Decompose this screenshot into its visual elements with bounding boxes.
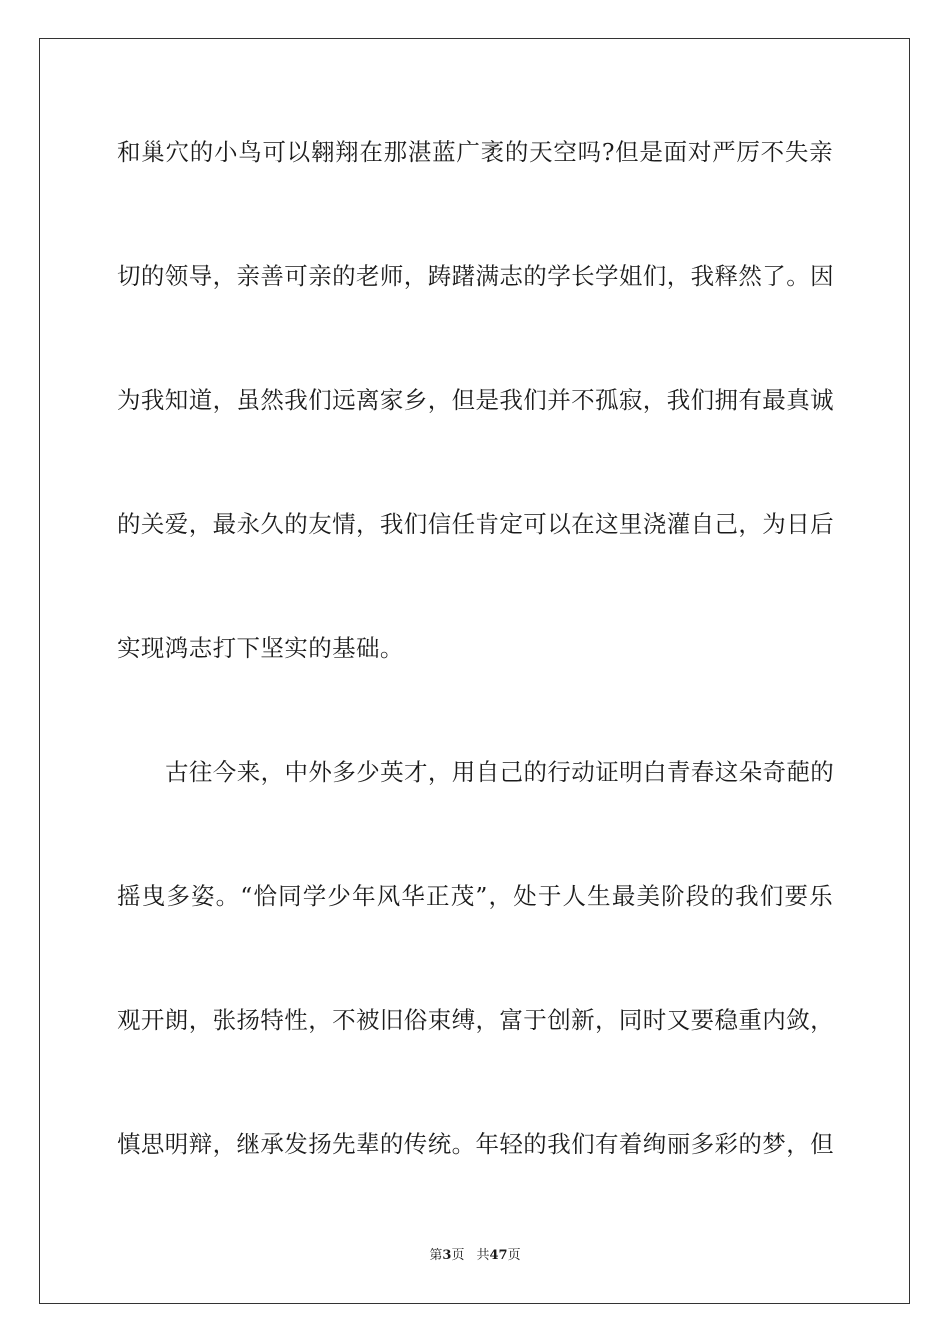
body-text-line: 的关爱，最永久的友情，我们信任肯定可以在这里浇灌自己，为日后	[117, 510, 834, 538]
paragraph-first-line: 古往今来，中外多少英才，用自己的行动证明白青春这朵奇葩的	[165, 758, 835, 786]
page-suffix: 页	[451, 1248, 465, 1263]
page-prefix: 第	[429, 1248, 443, 1263]
page-footer	[0, 1247, 950, 1265]
total-suffix: 页	[507, 1248, 521, 1263]
total-pages-number: 47	[489, 1248, 508, 1263]
body-text-line: 慎思明辩，继承发扬先辈的传统。年轻的我们有着绚丽多彩的梦，但	[117, 1130, 834, 1158]
total-prefix: 共	[476, 1248, 490, 1263]
body-text-line: 切的领导，亲善可亲的老师，踌躇满志的学长学姐们，我释然了。因	[117, 262, 834, 290]
body-text-line: 观开朗，张扬特性，不被旧俗束缚，富于创新，同时又要稳重内敛，	[117, 1006, 834, 1034]
page-border	[39, 38, 910, 1304]
body-text-line: 摇曳多姿。“恰同学少年风华正茂”，处于人生最美阶段的我们要乐	[117, 882, 833, 910]
body-text-line: 实现鸿志打下坚实的基础。	[117, 634, 404, 662]
body-text-line: 为我知道，虽然我们远离家乡，但是我们并不孤寂，我们拥有最真诚	[117, 386, 834, 414]
current-page-number: 3	[442, 1248, 452, 1263]
body-text-line: 和巢穴的小鸟可以翱翔在那湛蓝广袤的天空吗?但是面对严厉不失亲	[117, 138, 833, 166]
